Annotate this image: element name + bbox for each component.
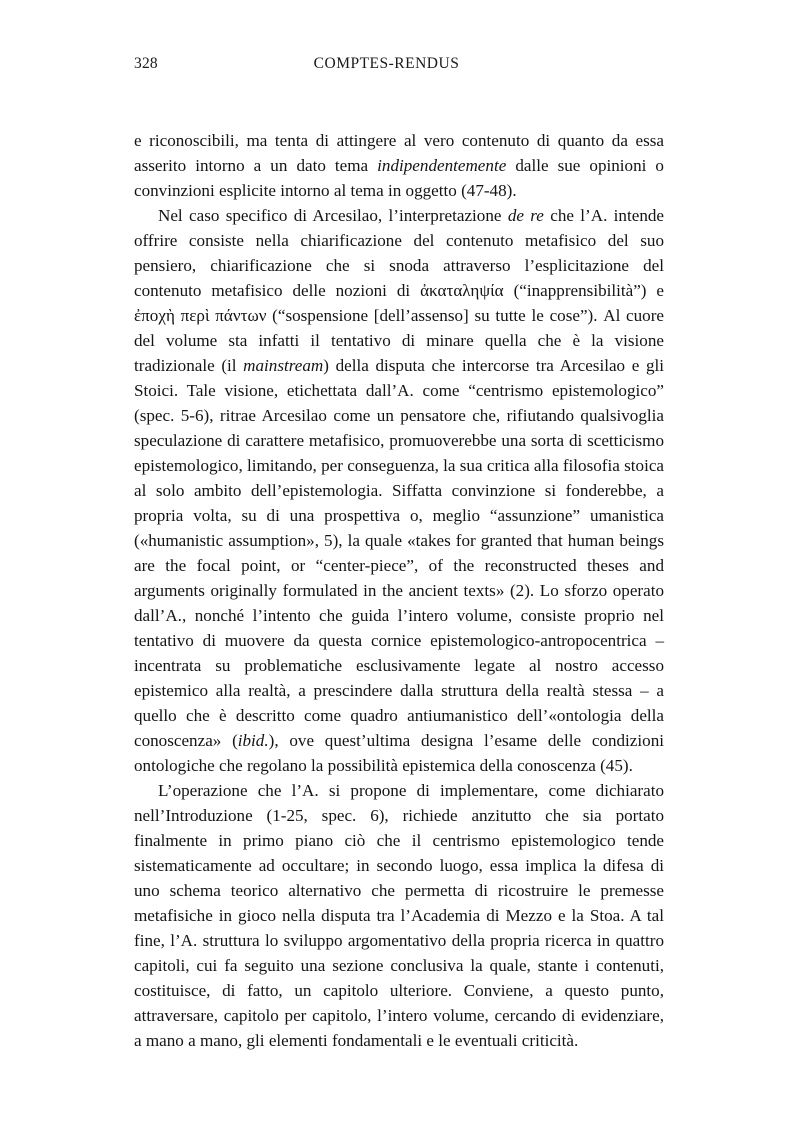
text-run: ) della disputa che intercorse tra Arcesilao e gli Stoici. Tale visione, etichettata dall’A. come “centrismo epistemologico” (spec. 5-6), ritrae Arcesilao come un pensatore che, rifiutando qualsivoglia speculazione di carattere metafisico, promuoverebbe una sorta di scetticismo epistemologico, limitando, per conseguenza, la sua critica alla filosofia stoica al solo ambito dell’epistemologia. Siffatta convinzione si fonderebbe, a propria volta, su di una prospettiva o, meglio “assunzione” umanistica («humanistic assumption», 5), la quale «takes for granted that human beings are the focal point, or “center-piece”, of the reconstructed theses and arguments originally formulated in the ancient texts» (2). Lo sforzo operato dall’A., nonché l’intento che guida l’intero volume, consiste proprio nel tentativo di muovere da questa cornice epistemologico-antropocentrica – incentrata su problematiche esclusivamente legate al nostro accesso epistemico alla realtà, a prescindere dalla struttura della realtà stessa – a quello che è descritto come quadro antiumanistico dell’«ontologia della conoscenza» ( <box>134 356 664 750</box>
italic-run: ibid. <box>237 731 269 750</box>
body-text-block <box>134 128 664 1053</box>
running-head-title: COMPTES-RENDUS <box>313 55 460 72</box>
running-head <box>134 55 664 79</box>
italic-run: de re <box>507 206 544 225</box>
paragraph <box>134 203 664 778</box>
text-run: (“sospensione [dell’assenso] su tutte le cose”). Al cuore del volume sta infatti il tentativo di minare quella che è la visione tradizionale (il <box>134 306 665 375</box>
text-run: dalle sue opinioni o convinzioni esplicite intorno al tema in oggetto (47-48). <box>134 156 664 200</box>
text-run: ), ove quest’ultima designa l’esame delle condizioni ontologiche che regolano la possibilità epistemica della conoscenza (45). <box>134 731 664 775</box>
text-run: L’operazione che l’A. si propone di implementare, come dichiarato nell’Introduzione (1-25, spec. 6), richiede anzitutto che sia portato finalmente in primo piano ciò che il centrismo epistemologico tende sistematicamente ad occultare; in secondo luogo, essa implica la difesa di uno schema teorico alternativo che permetta di ricostruire le premesse metafisiche in gioco nella disputa tra l’Academia di Mezzo e la Stoa. A tal fine, l’A. struttura lo sviluppo argomentativo della propria ricerca in quattro capitoli, cui fa seguito una sezione conclusiva la quale, stante i contenuti, costituisce, di fatto, un capitolo ulteriore. Conviene, a questo punto, attraversare, capitolo per capitolo, l’intero volume, cercando di evidenziare, a mano a mano, gli elementi fondamentali e le eventuali criticità. <box>134 781 664 1050</box>
greek-run: ἀκαταληψία <box>420 281 504 300</box>
text-run: Nel caso specifico di Arcesilao, l’interpretazione <box>158 206 508 225</box>
text-run: e riconoscibili, ma tenta di attingere al vero contenuto di quanto da essa asserito intorno a un dato tema <box>134 131 664 175</box>
paragraph <box>134 128 664 203</box>
greek-run: ἐποχὴ περὶ πάντων <box>134 306 267 325</box>
paragraph <box>134 778 664 1053</box>
italic-run: mainstream <box>243 356 324 375</box>
page-number: 328 <box>134 55 158 72</box>
text-run: che l’A. intende offrire consiste nella chiarificazione del contenuto metafisico del suo pensiero, chiarificazione che si snoda attraverso l’esplicitazione del contenuto metafisico delle nozioni di <box>134 206 664 300</box>
italic-run: indipendentemente <box>377 156 507 175</box>
text-run: (“inapprensibilità”) e <box>503 281 664 300</box>
